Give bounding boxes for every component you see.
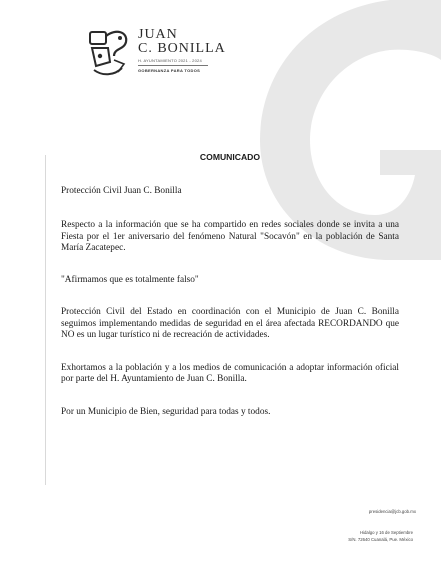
aztec-glyph-icon xyxy=(84,26,132,78)
document-title: COMUNICADO xyxy=(199,152,261,162)
logo-subtitle: H. AYUNTAMIENTO 2021 - 2024 xyxy=(138,58,202,63)
letter-body xyxy=(61,152,399,418)
logo-name-line2: C. BONILLA xyxy=(138,41,226,56)
logo-tagline: GOBERNANZA PARA TODOS xyxy=(138,68,201,73)
closing-line: Por un Municipio de Bien, seguridad para todas y todos. xyxy=(61,406,271,417)
logo-name-line1: JUAN xyxy=(138,27,178,42)
paragraph-context: Respecto a la información que se ha compartido en redes sociales donde se invita a una Fiesta por el 1er aniversario del fenómeno Natural "Socavón" en la población de Santa María Zacatepec. xyxy=(61,220,399,253)
footer-email: presidencia@jcb.gob.mx xyxy=(368,509,416,514)
paragraph-measures: Protección Civil del Estado en coordinación con el Municipio de Juan C. Bonilla seguimos implementando medidas de seguridad en el área afectada RECORDANDO que NO es un lugar turístico ni de recreación de actividades. xyxy=(61,307,399,340)
sender-line: Protección Civil Juan C. Bonilla xyxy=(61,185,182,196)
footer-address xyxy=(300,530,413,543)
quote-statement: "Afirmamos que es totalmente falso" xyxy=(61,274,199,285)
left-margin-rule xyxy=(45,155,46,485)
paragraph-exhortation: Exhortamos a la población y a los medios de comunicación a adoptar información oficial por parte del H. Ayuntamiento de Juan C. Bonilla. xyxy=(61,362,399,384)
footer-address-line1: Hidalgo y 16 de Septiembre xyxy=(359,530,413,535)
logo-divider xyxy=(138,65,208,66)
footer-address-line2: S/N. 72640 Cuanalá, Pue. México xyxy=(348,536,413,542)
municipality-logo xyxy=(84,26,224,78)
